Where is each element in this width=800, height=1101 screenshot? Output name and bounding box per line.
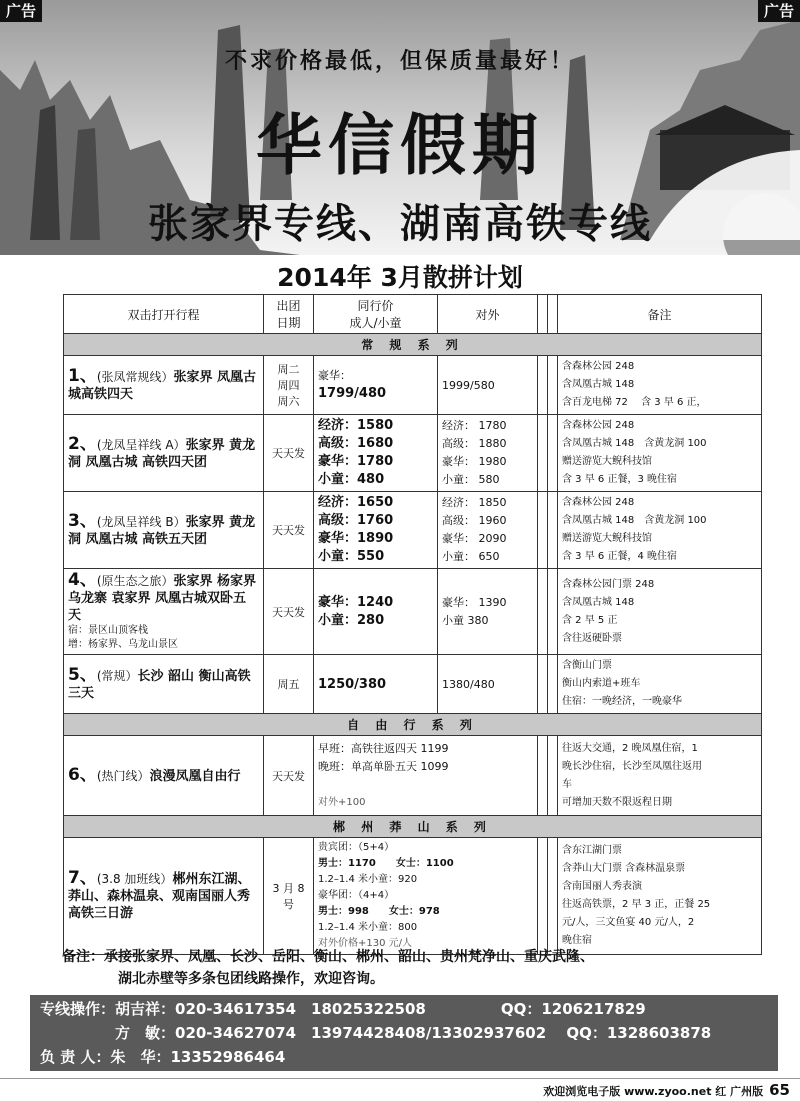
ad-label-left: 广告 <box>0 0 42 22</box>
date-cell: 周五 <box>264 655 314 714</box>
slogan: 不求价格最低，但保质量最好！ <box>224 49 575 74</box>
route-cell[interactable]: 1、(张凤常规线）张家界 凤凰古城高铁四天 <box>64 356 264 415</box>
table-row <box>64 655 762 714</box>
brand-title: 华信假期 <box>256 106 544 184</box>
table-row <box>64 356 762 415</box>
header-route[interactable]: 双击打开行程 <box>64 295 264 334</box>
date-cell: 天天发 <box>264 415 314 492</box>
subtitle: 张家界专线、湖南高铁专线 <box>148 200 652 247</box>
route-cell[interactable]: 4、(原生态之旅）张家界 杨家界 乌龙寨 袁家界 凤凰古城双卧五天 宿：景区山顶客栈 增：杨家界、乌龙山景区 <box>64 569 264 655</box>
date-cell: 3 月 8 号 <box>264 838 314 955</box>
public-price-cell: 经济： 1780 高级： 1880 豪华： 1980 小童： 580 <box>438 415 538 492</box>
public-price-cell: 1380/480 <box>438 655 538 714</box>
route-cell[interactable]: 3、(龙凤呈祥线 B）张家界 黄龙洞 凤凰古城 高铁五天团 <box>64 492 264 569</box>
header-public: 对外 <box>438 295 538 334</box>
date-cell: 周二 周四 周六 <box>264 356 314 415</box>
table-row <box>64 415 762 492</box>
remark-cell: 含东江湖门票 含莽山大门票 含森林温泉票 含南国丽人秀表演 往返高铁票，2 早 3 正，正餐 25 元/人，三文鱼宴 40 元/人，2 晚住宿 <box>558 838 762 955</box>
date-cell: 天天发 <box>264 492 314 569</box>
remark-cell: 含森林公园门票 248 含凤凰古城 148 含 2 早 5 正 含往返硬卧票 <box>558 569 762 655</box>
table-header <box>64 295 762 334</box>
peer-price-cell: 豪华：1240 小童：280 <box>314 569 438 655</box>
plan-title: 2014年 3月散拼计划 <box>277 263 523 292</box>
contact-line: 负 责 人：朱 华：13352986464 <box>40 1048 286 1066</box>
table-row <box>64 736 762 816</box>
table-row <box>64 569 762 655</box>
route-cell[interactable]: 2、(龙凤呈祥线 A）张家界 黄龙洞 凤凰古城 高铁四天团 <box>64 415 264 492</box>
footer-site-text[interactable]: 欢迎浏览电子版 www.zyoo.net 红 广州版 <box>543 1085 764 1098</box>
public-price-cell: 豪华： 1390 小童 380 <box>438 569 538 655</box>
page-footer <box>0 1078 800 1101</box>
route-cell[interactable]: 5、(常规）长沙 韶山 衡山高铁三天 <box>64 655 264 714</box>
header-peer: 同行价 成人/小童 <box>314 295 438 334</box>
contact-line: 专线操作：胡吉祥：020-34617354 18025322508 QQ：1206217829 <box>40 1000 646 1018</box>
series-row: 常 规 系 列 <box>64 334 762 356</box>
peer-price-cell: 经济：1580 高级：1680 豪华：1780 小童：480 <box>314 415 438 492</box>
route-cell[interactable]: 6、(热门线）浪漫凤凰自由行 <box>64 736 264 816</box>
series-row: 自 由 行 系 列 <box>64 714 762 736</box>
remark-cell: 含森林公园 248 含凤凰古城 148 含黄龙洞 100 赠送游览大鲵科技馆 含 3 早 6 正餐，4 晚住宿 <box>558 492 762 569</box>
header-remark: 备注 <box>558 295 762 334</box>
peer-price-cell: 1250/380 <box>314 655 438 714</box>
date-cell: 天天发 <box>264 736 314 816</box>
contact-line: 方 敏：020-34627074 13974428408/13302937602 QQ：1328603878 <box>40 1024 712 1042</box>
remark-cell: 往返大交通，2 晚凤凰住宿，1 晚长沙住宿，长沙至凤凰往返用 车 可增加天数不限返程日期 <box>558 736 762 816</box>
ad-label-right: 广告 <box>758 0 800 22</box>
peer-price-cell: 贵宾团：（5+4） 男士：1170 女士：1100 1.2–1.4 米小童：920 豪华团：（4+4） 男士：998 女士：978 1.2–1.4 米小童：800 对外价格+130 元/人 <box>314 838 538 955</box>
contact-box <box>30 995 778 1071</box>
table-row <box>64 492 762 569</box>
remark-cell: 含衡山门票 衡山内索道+班车 住宿：一晚经济，一晚豪华 <box>558 655 762 714</box>
schedule-table <box>63 294 762 955</box>
date-cell: 天天发 <box>264 569 314 655</box>
peer-price-cell: 经济：1650 高级：1760 豪华：1890 小童：550 <box>314 492 438 569</box>
remark-cell: 含森林公园 248 含凤凰古城 148 含黄龙洞 100 赠送游览大鲵科技馆 含 3 早 6 正餐，3 晚住宿 <box>558 415 762 492</box>
header-date: 出团 日期 <box>264 295 314 334</box>
table-row <box>64 838 762 955</box>
public-price-cell: 经济： 1850 高级： 1960 豪华： 2090 小童： 650 <box>438 492 538 569</box>
page-number: 65 <box>769 1081 790 1099</box>
remark-cell: 含森林公园 248 含凤凰古城 148 含百龙电梯 72 含 3 早 6 正， <box>558 356 762 415</box>
public-price-cell: 1999/580 <box>438 356 538 415</box>
series-row: 郴 州 莽 山 系 列 <box>64 816 762 838</box>
banner <box>0 0 800 300</box>
peer-price-cell: 豪华： 1799/480 <box>314 356 438 415</box>
footer-note: 备注：承接张家界、凤凰、长沙、岳阳、衡山、郴州、韶山、贵州梵净山、重庆武隆、 湖北赤壁等多条包团线路操作，欢迎咨询。 <box>62 949 594 987</box>
peer-price-cell: 早班：高铁往返四天 1199 晚班：单高单卧五天 1099 对外+100 <box>314 736 538 816</box>
route-cell[interactable]: 7、(3.8 加班线）郴州东江湖、莽山、森林温泉、观南国丽人秀高铁三日游 <box>64 838 264 955</box>
